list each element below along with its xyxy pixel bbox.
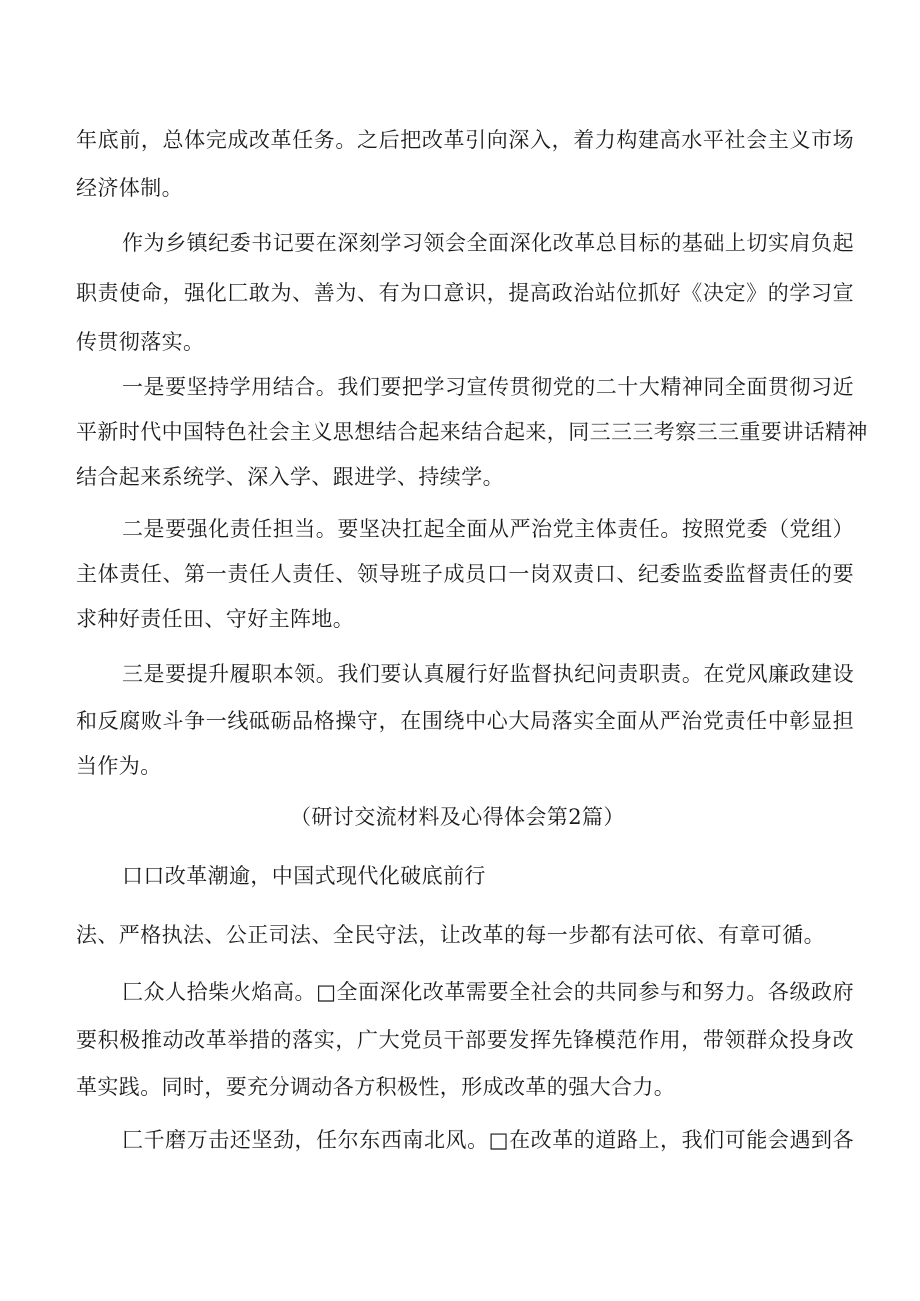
paragraph-line: 要积极推动改革举措的落实，广大党员干部要发挥先锋模范作用，带领群众投身改 [76,1028,854,1052]
section-heading: （研讨交流材料及心得体会第2篇） [290,805,625,829]
paragraph-line: 二是要强化责任担当。要坚决扛起全面从严治党主体责任。按照党委（党组） [122,517,854,541]
paragraph-line: 平新时代中国特色社会主义思想结合起来结合起来，同三三三考察三三重要讲话精神 [76,420,868,444]
paragraph-line: 求种好责任田、守好主阵地。 [76,607,355,631]
paragraph-line: 一是要坚持学用结合。我们要把学习宣传贯彻党的二十大精神同全面贯彻习近 [122,375,854,399]
paragraph-line: 口口改革潮逾，中国式现代化破底前行 [122,864,486,888]
paragraph-line: 主体责任、第一责任人责任、领导班子成员口一岗双责口、纪委监委监督责任的要 [76,562,854,586]
paragraph-line: 作为乡镇纪委书记要在深刻学习领会全面深化改革总目标的基础上切实肩负起 [122,231,854,255]
paragraph-line: 传贯彻落实。 [76,330,205,354]
paragraph-line: 法、严格执法、公正司法、全民守法，让改革的每一步都有法可依、有章可循。 [76,923,825,947]
paragraph-line: 匚众人拾柴火焰高。□全面深化改革需要全社会的共同参与和努力。各级政府 [122,980,854,1004]
paragraph-line: 匚千磨万击还坚劲，任尔东西南北风。□在改革的道路上，我们可能会遇到各 [122,1128,854,1152]
paragraph-line: 当作为。 [76,754,162,778]
paragraph-line: 年底前，总体完成改革任务。之后把改革引向深入，着力构建高水平社会主义市场 [76,128,854,152]
paragraph-line: 革实践。同时，要充分调动各方积极性，形成改革的强大合力。 [76,1075,676,1099]
paragraph-line: 经济体制。 [76,176,183,200]
paragraph-line: 和反腐败斗争一线砥砺品格操守，在围绕中心大局落实全面从严治党责任中彰显担 [76,709,854,733]
paragraph-line: 结合起来系统学、深入学、跟进学、持续学。 [76,465,504,489]
paragraph-line: 三是要提升履职本领。我们要认真履行好监督执纪问责职责。在党风廉政建设 [122,662,854,686]
paragraph-line: 职责使命，强化匚敢为、善为、有为口意识，提高政治站位抓好《决定》的学习宣 [76,281,854,305]
